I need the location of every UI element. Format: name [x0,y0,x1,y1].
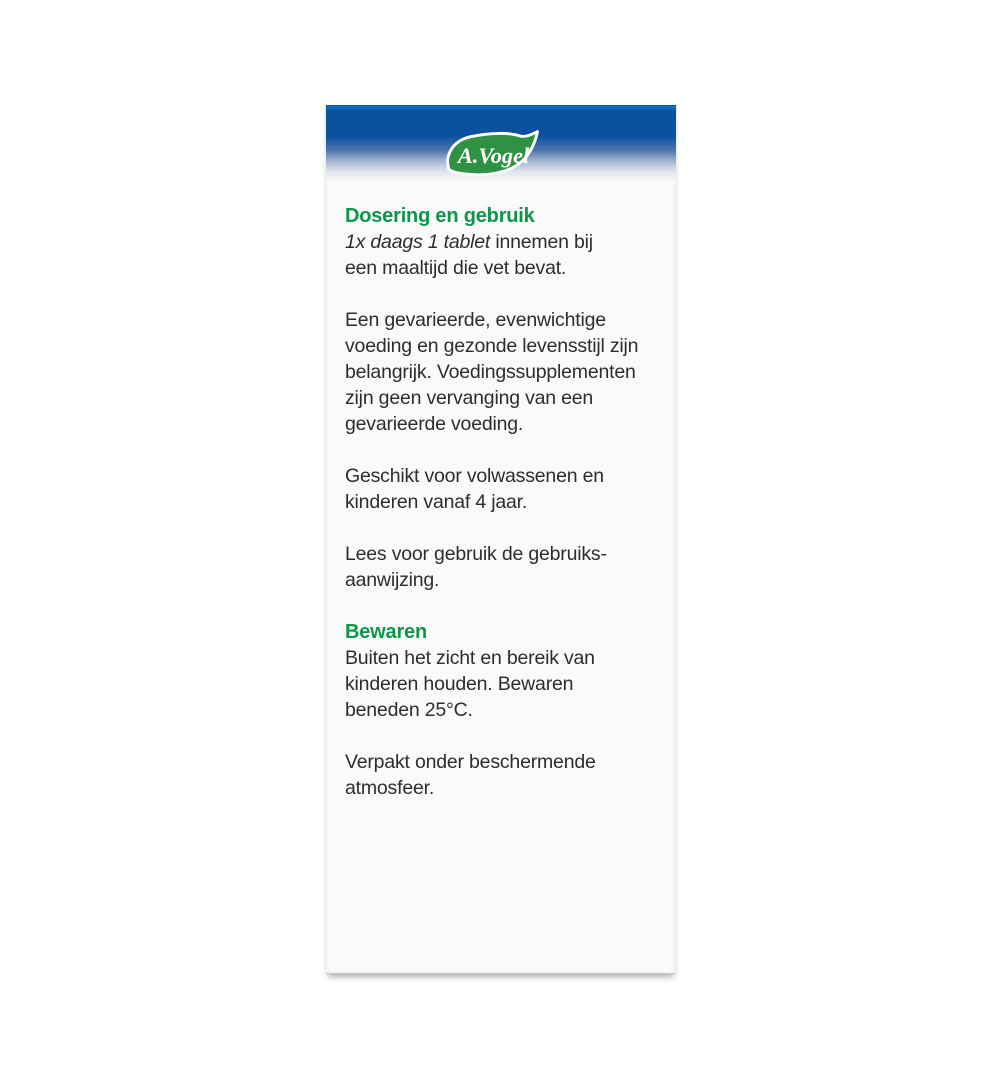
panel-text-content [345,105,661,827]
text-line: belangrijk. Voedingssupplementen [345,361,636,383]
text-line: gevarieerde voeding. [345,413,524,435]
section-heading: Bewaren [345,621,427,643]
brand-logo-text: A.Vogel [457,143,530,169]
body-paragraph [345,463,661,515]
info-section [345,619,661,801]
text-line: Een gevarieerde, evenwichtige [345,309,606,331]
text-line: Lees voor gebruik de gebruiks- [345,543,607,565]
info-section [345,203,661,593]
text-line: Geschikt voor volwassenen en [345,465,604,487]
text-line: Verpakt onder beschermende [345,751,596,773]
text-line: voeding en gezonde levensstijl zijn [345,335,639,357]
text-line: zijn geen vervanging van een [345,387,594,409]
text-line: atmosfeer. [345,777,435,799]
body-paragraph [345,229,661,281]
text-line: Buiten het zicht en bereik van [345,647,595,669]
text-line: een maaltijd die vet bevat. [345,257,567,279]
text-line: beneden 25°C. [345,699,473,721]
body-paragraph [345,541,661,593]
text-line: aanwijzing. [345,569,440,591]
text-line: kinderen vanaf 4 jaar. [345,491,528,513]
section-heading: Dosering en gebruik [345,205,535,227]
text-line: 1x daags 1 tablet innemen bij [345,231,593,253]
product-box-panel [325,105,677,974]
body-paragraph [345,307,661,437]
body-paragraph [345,749,661,801]
body-paragraph [345,645,661,723]
text-line: kinderen houden. Bewaren [345,673,574,695]
